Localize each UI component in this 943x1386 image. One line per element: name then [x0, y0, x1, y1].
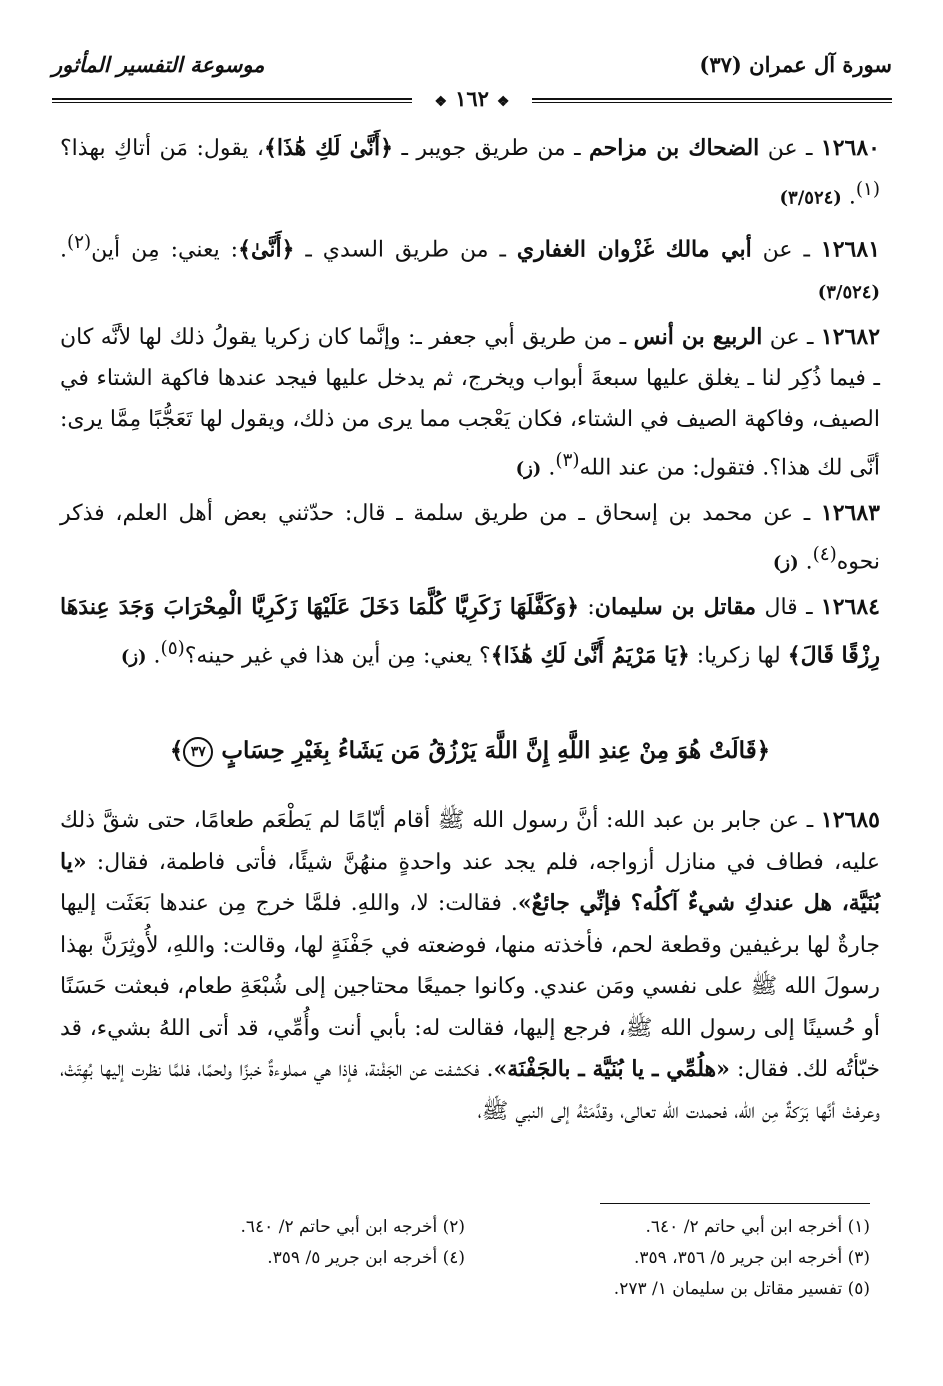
narration-text: ـ عن محمد بن إسحاق ـ من طريق سلمة ـ قال: حدّثني بعض أهل العلم، فذكر نحوه [60, 500, 880, 575]
ornament-icon: ❖ [496, 94, 510, 110]
narration-text: ـ عن [762, 324, 821, 350]
narration-text: . [848, 184, 856, 210]
hadith-block [60, 800, 880, 1132]
narrator-name: أبي مالك غَزْوان الغفاري [516, 236, 752, 263]
quran-quote: ﴿أَنَّىٰ لَكِ هَٰذَا﴾ [264, 135, 394, 161]
footnote: (٤) أخرجه ابن جرير ٥/ ٣٥٩. [267, 1248, 465, 1268]
narration-text: ، يقول: مَن أتاكِ بهذا؟ [60, 136, 265, 161]
narration-12681 [60, 222, 880, 312]
narrator-name: الربيع بن أنس [633, 323, 763, 350]
narration-12680 [60, 128, 880, 218]
verse-close: ﴾ [169, 737, 184, 764]
footnote-marker: (٥) [160, 638, 185, 660]
prophet-quote: «يا بُنَيَّة، هل عندكِ شيءٌ آكلُه؟ فإنِّي جائعٌ» [60, 848, 880, 916]
narration-text: ـ من طريق السدي ـ [294, 237, 517, 263]
surah-title: سورة آل عمران (٣٧) [699, 52, 892, 77]
narrator-name: الضحاك بن مزاحم [589, 135, 760, 161]
verse-text: ﴿قَالَتْ هُوَ مِنْ عِندِ اللَّهِ إِنَّ اللَّهَ يَرْزُقُ مَن يَشَاءُ بِغَيْرِ حِسَابٍ [221, 737, 771, 764]
hadith-text: . فكشفت عن الجَفْنة، فإذا هي مملوءةٌ خبزًا ولحمًا، فلمَّا نظرت إليها بُهِتَتْ، وعرفتْ أنَّها بَرَكةٌ مِن الله، فحمدت الله تعالى، وقدَّمَتْهُ إلى النبي ﷺ، [60, 1057, 880, 1124]
source-reference: (ز) [515, 457, 542, 479]
narration-text: لها زكريا: [689, 643, 788, 669]
footnote: (٥) تفسير مقاتل بن سليمان ١/ ٢٧٣. [613, 1279, 870, 1299]
narration-text: : يعني: مِن أين [91, 237, 239, 263]
prophet-quote: «هلُمِّي ـ يا بُنَيَّة ـ بالجَفْنَة» [493, 1056, 730, 1082]
source-reference: (٣/٥٢٤) [779, 187, 842, 209]
footnote-row [60, 1243, 870, 1274]
hadith-text: . فقالت: لا، واللهِ. فلمَّا خرج مِن عندها بَعَثَت إليها جارةٌ لها برغيفين وقطعة لحم، فأخذته منها، فوضعته في جَفْنَةٍ لها، وقالت: واللهِ، لأُوثِرَنَّ بهذا رسولَ الله ﷺ على نفسي ومَن عندي. وكانوا جميعًا محتاجين إلى شُبْعَةِ طعام، فبعثت حَسَنًا أو حُسينًا إلى رسول الله ﷺ، فرجع إليها، فقالت له: بأبي أنت وأُمِّي، قد أتى اللهُ بشيء، قد خبّأتُه لك. فقال: [60, 891, 880, 1082]
narration-number: ١٢٦٨٥ [820, 807, 880, 833]
footnote: (٣) أخرجه ابن جرير ٥/ ٣٥٦، ٣٥٩. [633, 1248, 870, 1268]
narration-text: ؟ يعني: مِن أين هذا في غير حينه؟ [184, 643, 491, 669]
page-number: ١٦٢ [455, 86, 489, 111]
footnote-separator [600, 1203, 870, 1204]
quran-quote: ﴿وَكَفَّلَهَا زَكَرِيَّا كُلَّمَا دَخَلَ عَلَيْهَا زَكَرِيَّا الْمِحْرَابَ وَجَدَ عِندَهَا رِزْقًا قَالَ﴾ [60, 594, 880, 669]
page-number-wrap [52, 86, 892, 111]
source-reference: (ز) [120, 646, 147, 668]
footnote-marker: (٢) [67, 232, 92, 254]
narrator-name: مقاتل بن سليمان [594, 594, 757, 621]
narration-text: ـ قال [756, 595, 821, 621]
footnote-marker: (٣) [555, 449, 580, 471]
narration-12683 [60, 493, 880, 583]
narration-number: ١٢٦٨١ [820, 236, 881, 263]
narrations-block [60, 128, 880, 682]
verse-heading [60, 737, 880, 767]
narration-text: . [548, 454, 556, 480]
narration-text: . [805, 549, 813, 575]
source-reference: (٣/٥٢٤) [817, 281, 880, 303]
footnote-row [60, 1212, 870, 1243]
narration-text: ـ من طريق جويبر ـ [393, 136, 590, 161]
narration-12682 [60, 317, 880, 489]
footnote [60, 1274, 465, 1305]
narration-text: . [153, 643, 161, 669]
narration-text: : [578, 595, 595, 621]
footnote-marker: (١) [855, 179, 880, 200]
book-title: موسوعة التفسير المأثور [52, 52, 265, 77]
footnote: (٢) أخرجه ابن أبي حاتم ٢/ ٦٤٠. [240, 1217, 465, 1237]
narration-text: . [60, 237, 67, 263]
narration-number: ١٢٦٨٢ [820, 323, 881, 350]
ornament-icon: ❖ [434, 94, 448, 110]
ayah-number-marker: ٣٧ [183, 737, 213, 767]
narration-number: ١٢٦٨٣ [820, 499, 880, 526]
quran-quote: ﴿أَنَّىٰ﴾ [238, 236, 295, 263]
narration-text: ـ من طريق أبي جعفر ـ: وإنَّما كان زكريا يقولُ ذلك لها لأنَّه كان ـ فيما ذُكِر لنا ـ يغلق عليها سبعةَ أبواب ويخرج، ثم يدخل عليها فيجد عندها فاكهة الشتاء في الصيف، وفاكهة الصيف في الشتاء، فكان يَعْجب مما يرى من ذلك، ويقول لها تَعَجُّبًا مِمَّا يرى: أنَّى لك هذا؟. فتقول: من عند الله [60, 324, 880, 480]
footnote-row [60, 1274, 870, 1305]
quran-quote: ﴿يَا مَرْيَمُ أَنَّىٰ لَكِ هَٰذَا﴾ [490, 642, 690, 669]
narration-text: ـ عن [759, 136, 821, 161]
footnote: (١) أخرجه ابن أبي حاتم ٢/ ٦٤٠. [645, 1217, 870, 1237]
narration-12684 [60, 587, 880, 677]
narration-number: ١٢٦٨٠ [820, 135, 880, 161]
hadith-text: ـ عن جابر بن عبد الله: أنَّ رسول الله ﷺ أقام أيّامًا لم يَطْعَم طعامًا، حتى شقَّ ذلك عليه، فطاف في منازل أزواجه، فلم يجد عند واحدةٍ منهُنَّ شيئًا، فأتى فاطمة، فقال: [60, 808, 880, 875]
narration-text: ـ عن [751, 237, 821, 263]
page-header [52, 52, 892, 112]
narration-number: ١٢٦٨٤ [820, 594, 880, 621]
footnote-marker: (٤) [812, 543, 837, 565]
footnotes [60, 1212, 870, 1305]
source-reference: (ز) [772, 552, 799, 574]
